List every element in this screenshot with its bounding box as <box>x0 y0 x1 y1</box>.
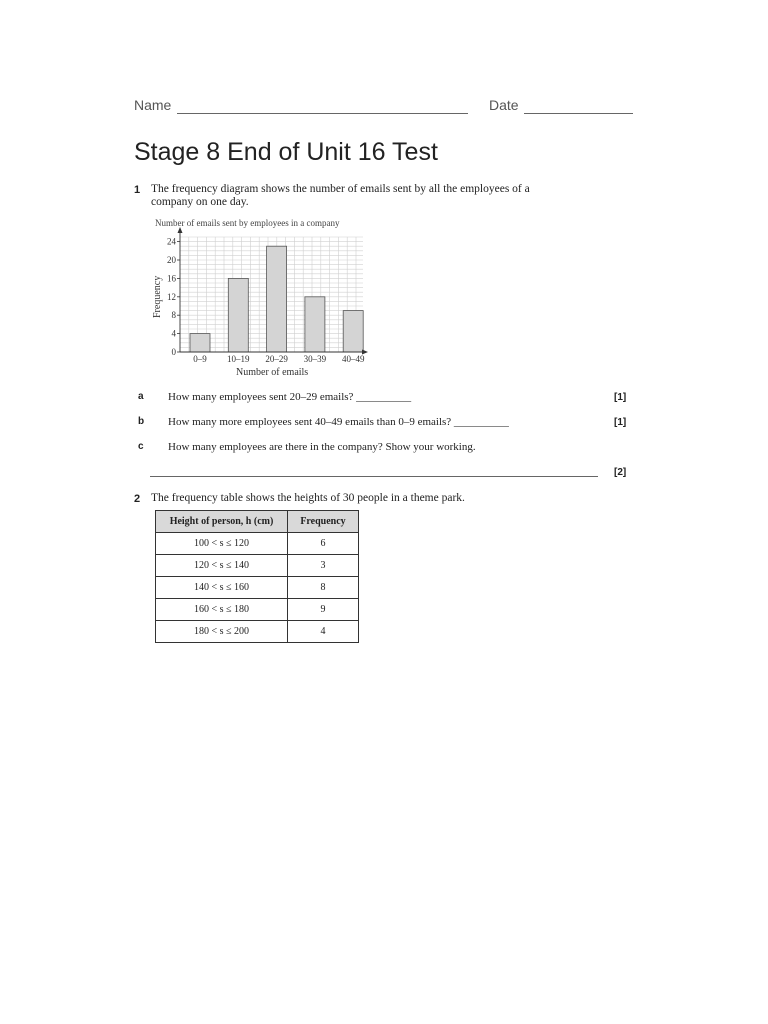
question-1c-text: How many employees are there in the company? Show your working. <box>168 441 476 453</box>
question-1-text <box>151 183 591 209</box>
x-tick-label: 10–19 <box>227 354 250 364</box>
y-tick-label: 12 <box>167 291 176 302</box>
question-1c-answer-line[interactable] <box>150 476 598 477</box>
x-tick-label: 20–29 <box>265 354 288 364</box>
table-row <box>156 621 359 643</box>
table-row <box>156 599 359 621</box>
chart-x-axis-label: Number of emails <box>236 367 309 378</box>
question-1-text-line1: The frequency diagram shows the number of emails sent by all the employees of a <box>151 183 530 195</box>
question-1-number: 1 <box>134 184 141 196</box>
frequency-chart <box>145 214 375 380</box>
bar <box>190 334 210 352</box>
frequency-table <box>155 510 359 643</box>
name-label: Name <box>134 97 172 113</box>
x-tick-label: 40–49 <box>341 354 365 364</box>
question-2-number: 2 <box>134 493 141 505</box>
chart-y-tick-labels <box>167 237 177 357</box>
table-row <box>156 577 359 599</box>
chart-y-axis-label: Frequency <box>152 275 163 318</box>
date-label: Date <box>489 97 519 113</box>
date-field[interactable] <box>524 113 633 114</box>
y-tick-label: 24 <box>167 236 176 247</box>
question-1b-marks: [1] <box>614 417 627 428</box>
table-row <box>156 533 359 555</box>
x-tick-label: 0–9 <box>193 354 207 364</box>
name-date-header <box>134 97 634 119</box>
question-1-text-line2: company on one day. <box>151 196 249 208</box>
table-cell-frequency: 4 <box>288 621 359 643</box>
bar <box>343 311 363 352</box>
table-row <box>156 555 359 577</box>
bar <box>305 297 325 352</box>
question-1b-text: How many more employees sent 40–49 emails than 0–9 emails? __________ <box>168 416 509 428</box>
table-cell-height: 120 < s ≤ 140 <box>156 555 288 577</box>
table-cell-frequency: 6 <box>288 533 359 555</box>
table-header-row <box>156 511 359 533</box>
table-header-height: Height of person, h (cm) <box>156 511 288 533</box>
bar <box>267 246 287 352</box>
y-tick-label: 4 <box>171 328 176 339</box>
question-1c-marks: [2] <box>614 467 627 478</box>
question-2-text: The frequency table shows the heights of 30 people in a theme park. <box>151 492 465 504</box>
table-cell-height: 100 < s ≤ 120 <box>156 533 288 555</box>
question-1a-letter: a <box>138 391 144 402</box>
page-title: Stage 8 End of Unit 16 Test <box>134 138 438 166</box>
table-cell-frequency: 3 <box>288 555 359 577</box>
table-header-frequency: Frequency <box>288 511 359 533</box>
y-tick-label: 16 <box>167 273 176 284</box>
table-cell-height: 140 < s ≤ 160 <box>156 577 288 599</box>
table-cell-height: 180 < s ≤ 200 <box>156 621 288 643</box>
question-1a-text: How many employees sent 20–29 emails? __________ <box>168 391 412 403</box>
chart-bars <box>190 246 363 352</box>
chart-x-tick-labels <box>193 354 365 364</box>
table-cell-frequency: 9 <box>288 599 359 621</box>
bar <box>228 278 248 352</box>
table-cell-height: 160 < s ≤ 180 <box>156 599 288 621</box>
x-tick-label: 30–39 <box>303 354 327 364</box>
chart-title: Number of emails sent by employees in a company <box>155 218 340 228</box>
y-tick-label: 0 <box>171 347 176 357</box>
y-tick-label: 20 <box>167 255 176 265</box>
table-cell-frequency: 8 <box>288 577 359 599</box>
question-1b-letter: b <box>138 416 145 427</box>
question-1a-marks: [1] <box>614 392 627 403</box>
name-field[interactable] <box>177 113 468 114</box>
question-1c-letter: c <box>138 441 144 452</box>
y-tick-label: 8 <box>171 310 176 321</box>
